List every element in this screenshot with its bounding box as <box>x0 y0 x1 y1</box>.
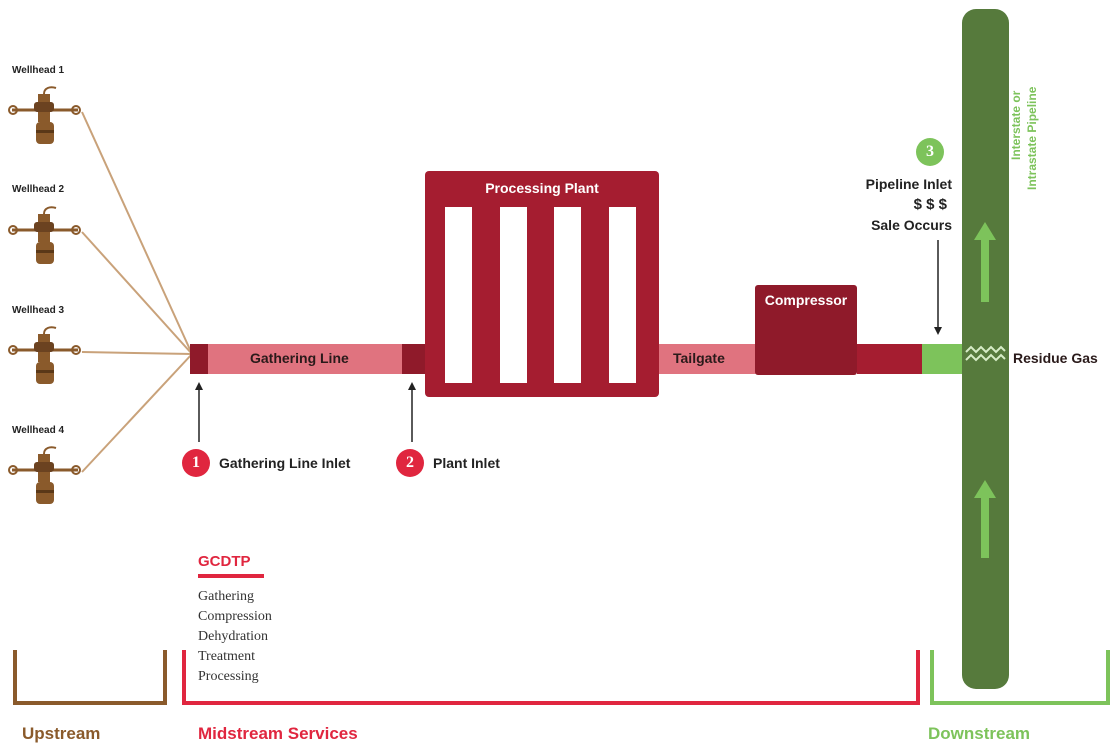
compressor-outlet-pipe <box>857 344 922 374</box>
gcdtp-item: Compression <box>198 609 272 624</box>
callout-3-badge: 3 <box>916 138 944 166</box>
residue-gas-label: Residue Gas <box>1013 350 1098 366</box>
gcdtp-title: GCDTP <box>198 553 251 570</box>
midstream-label: Midstream Services <box>198 724 358 743</box>
compressor-label: Compressor <box>764 292 848 308</box>
interstate-line1: Interstate or <box>1009 90 1023 160</box>
gathering-line-inlet-segment <box>190 344 208 374</box>
callout-1-label: Gathering Line Inlet <box>219 455 351 471</box>
interstate-line2: Intrastate Pipeline <box>1025 86 1039 190</box>
wellhead-3-label: Wellhead 3 <box>12 305 65 316</box>
wellhead-2-icon <box>9 207 80 264</box>
wellhead-connector-lines <box>82 112 192 472</box>
wellhead-4-label: Wellhead 4 <box>12 425 65 436</box>
wellhead-2-label: Wellhead 2 <box>12 184 65 195</box>
gcdtp-item: Gathering <box>198 589 254 604</box>
callout-2-label: Plant Inlet <box>433 455 500 471</box>
tailgate-label: Tailgate <box>673 350 725 366</box>
gcdtp-item: Treatment <box>198 649 256 664</box>
upstream-label: Upstream <box>22 724 101 743</box>
callout-3-line1: Pipeline Inlet <box>865 176 952 192</box>
callout-2-badge: 2 <box>396 449 424 477</box>
gcdtp-list <box>198 587 272 687</box>
pipeline-inlet-segment <box>922 344 962 374</box>
upstream-bracket <box>15 650 165 703</box>
downstream-bracket <box>932 650 1108 703</box>
gcdtp-item: Processing <box>198 669 259 684</box>
callout-1-badge: 1 <box>182 449 210 477</box>
callout-3-line3: Sale Occurs <box>871 217 952 233</box>
wellhead-1-label: Wellhead 1 <box>12 65 65 76</box>
downstream-label: Downstream <box>928 724 1031 743</box>
wellhead-3-icon <box>9 327 80 384</box>
midstream-bracket <box>184 650 918 703</box>
gcdtp-underline <box>198 574 264 578</box>
wellhead-1-icon <box>9 87 80 144</box>
processing-plant-label: Processing Plant <box>485 180 599 196</box>
plant-inlet-segment <box>402 344 426 374</box>
gathering-line-label: Gathering Line <box>250 350 349 366</box>
gcdtp-item: Dehydration <box>198 629 268 644</box>
wellhead-4-icon <box>9 447 80 504</box>
interstate-pipeline-label <box>1008 87 1040 190</box>
callout-3-line2: $ $ $ <box>913 196 947 213</box>
